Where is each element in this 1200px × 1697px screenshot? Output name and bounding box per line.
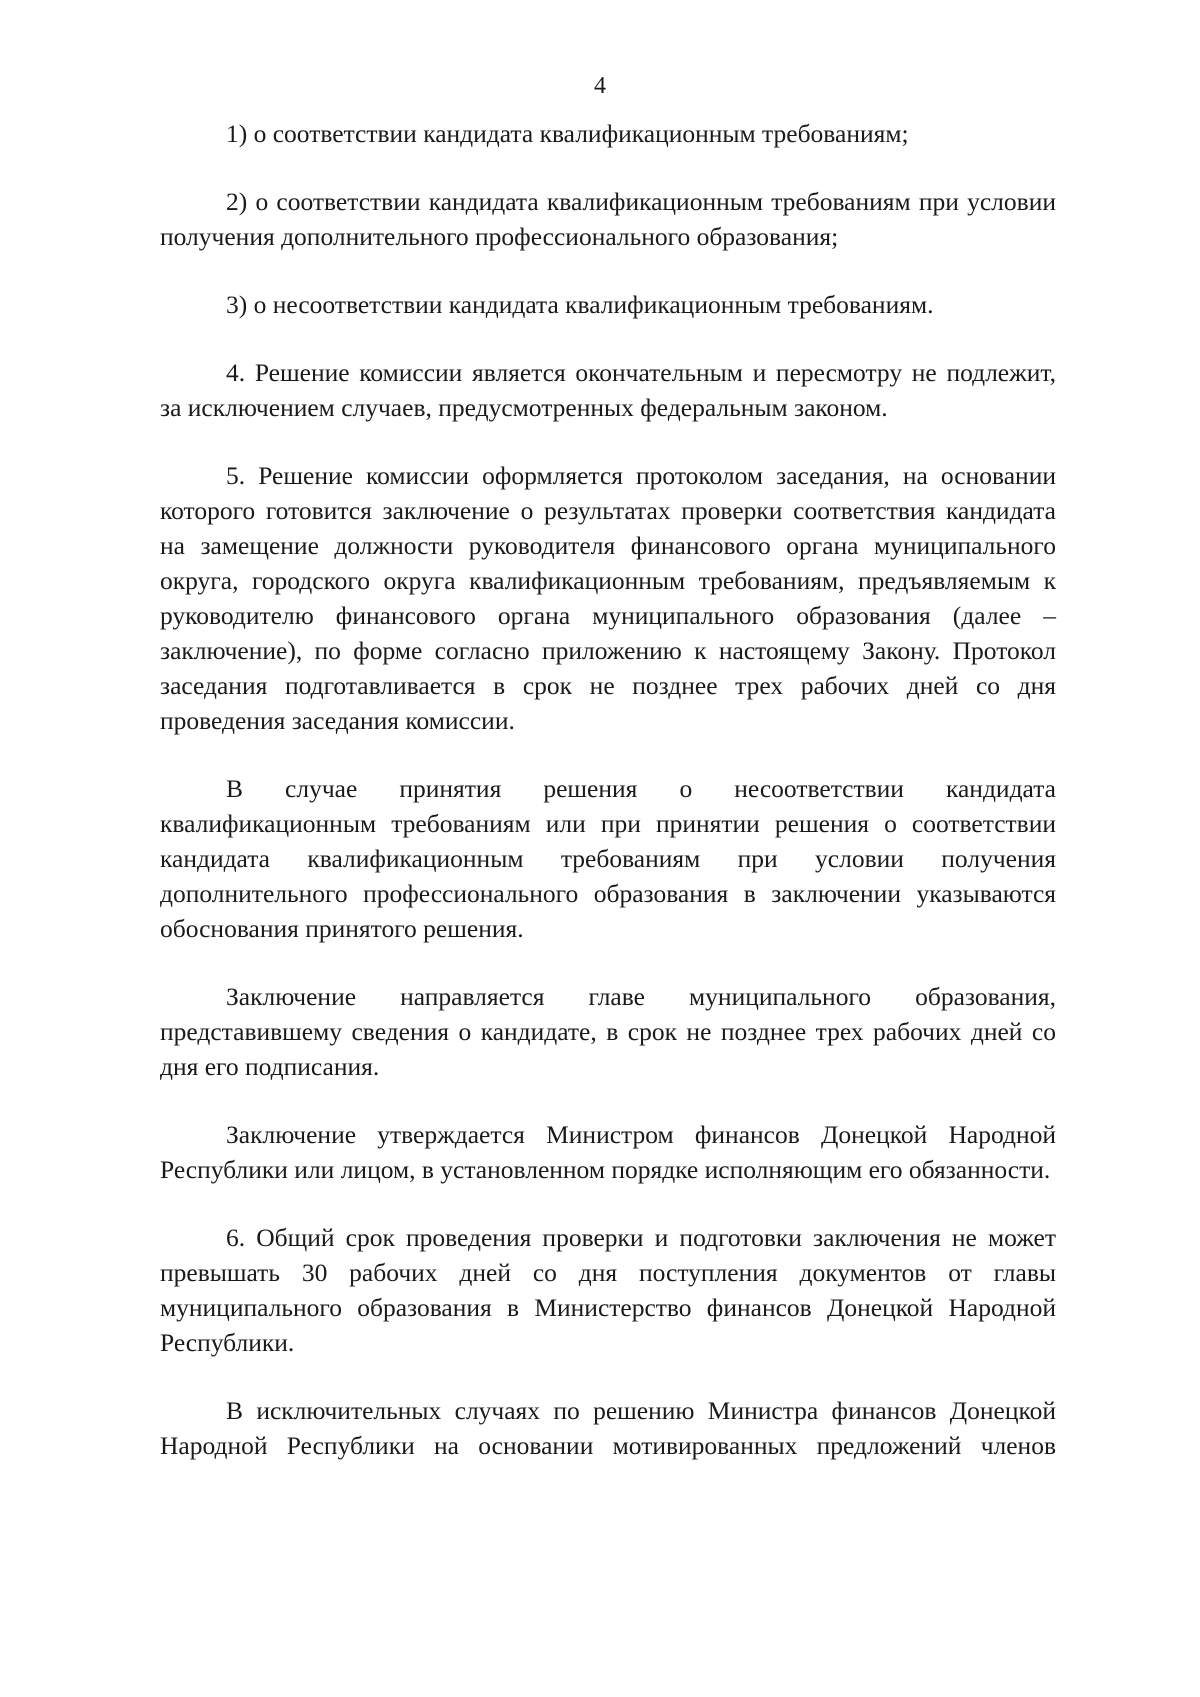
clause-4-paragraph: 4. Решение комиссии является окончательным и пересмотру не подлежит, за исключением случаев, предусмотренных федеральным законом.: [160, 358, 1056, 422]
clause-5-decision-paragraph: В случае принятия решения о несоответствии кандидата квалификационным требованиям или при принятии решения о соответствии кандидата квалификационным требованиям при условии получения дополнительного профессионального образования в заключении указываются обоснования принятого решения.: [160, 774, 1056, 943]
list-item-1: 1) о соответствии кандидата квалификационным требованиям;: [226, 119, 909, 148]
clause-6-paragraph: 6. Общий срок проведения проверки и подготовки заключения не может превышать 30 рабочих дней со дня поступления документов от главы муниципального образования в Министерство финансов Донецкой Народной Республики.: [160, 1223, 1056, 1357]
clause-5-paragraph: 5. Решение комиссии оформляется протоколом заседания, на основании которого готовится заключение о результатах проверки соответствия кандидата на замещение должности руководителя финансового органа муниципального округа, городского округа квалификационным требованиям, предъявляемым к руководителю финансового органа муниципального образования (далее – заключение), по форме согласно приложению к настоящему Закону. Протокол заседания подготавливается в срок не позднее трех рабочих дней со дня проведения заседания комиссии.: [160, 461, 1056, 735]
list-item-2: 2) о соответствии кандидата квалификационным требованиям при условии получения дополнительного профессионального образования;: [160, 187, 1056, 251]
list-item-3: 3) о несоответствии кандидата квалификационным требованиям.: [226, 290, 934, 319]
clause-5-sending-paragraph: Заключение направляется главе муниципального образования, представившему сведения о кандидате, в срок не позднее трех рабочих дней со дня его подписания.: [160, 982, 1056, 1081]
clause-5-approval-paragraph: Заключение утверждается Министром финансов Донецкой Народной Республики или лицом, в установленном порядке исполняющим его обязанности.: [160, 1120, 1056, 1184]
clause-6-exception-paragraph: В исключительных случаях по решению Министра финансов Донецкой Народной Республики на основании мотивированных предложений членов: [160, 1396, 1056, 1460]
page-number: 4: [594, 73, 606, 99]
document-body: [160, 116, 1056, 1496]
